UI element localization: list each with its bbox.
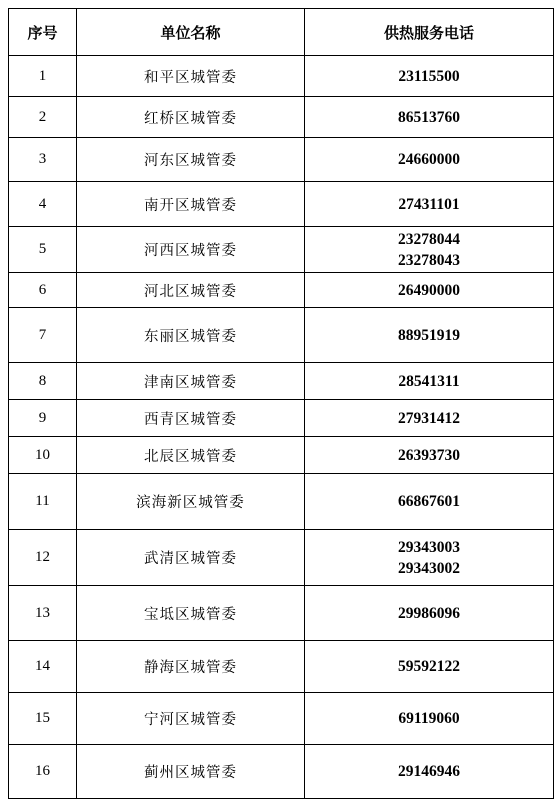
row-index: 7 (9, 308, 77, 363)
row-index: 2 (9, 97, 77, 138)
table-row (9, 693, 554, 745)
table-row (9, 308, 554, 363)
header-row (9, 9, 554, 56)
row-index: 11 (9, 474, 77, 530)
phone-number: 26490000 (398, 281, 460, 299)
table-row (9, 182, 554, 227)
table-row (9, 437, 554, 474)
phone-number: 86513760 (398, 108, 460, 126)
row-phone-cell (305, 308, 554, 363)
row-phone-cell (305, 227, 554, 273)
row-unit-name: 静海区城管委 (77, 641, 305, 693)
phone-number: 28541311 (398, 372, 460, 390)
table-row (9, 586, 554, 641)
row-phone-cell (305, 182, 554, 227)
row-phone-cell (305, 745, 554, 799)
row-unit-name: 津南区城管委 (77, 363, 305, 400)
row-index: 10 (9, 437, 77, 474)
row-unit-name: 河东区城管委 (77, 138, 305, 182)
table-row (9, 400, 554, 437)
row-phone-cell (305, 400, 554, 437)
row-unit-name: 西青区城管委 (77, 400, 305, 437)
table-row (9, 138, 554, 182)
row-index: 4 (9, 182, 77, 227)
row-unit-name: 和平区城管委 (77, 56, 305, 97)
row-phone-cell (305, 273, 554, 308)
table-row (9, 745, 554, 799)
row-index: 6 (9, 273, 77, 308)
phone-number: 29146946 (398, 763, 460, 780)
row-index: 14 (9, 641, 77, 693)
row-index: 3 (9, 138, 77, 182)
row-unit-name: 宝坻区城管委 (77, 586, 305, 641)
row-phone-cell (305, 138, 554, 182)
phone-number: 27431101 (398, 195, 460, 213)
row-index: 8 (9, 363, 77, 400)
phone-number: 24660000 (398, 151, 460, 168)
table-row (9, 56, 554, 97)
header-heating-phone: 供热服务电话 (305, 9, 554, 56)
table-row (9, 227, 554, 273)
row-index: 13 (9, 586, 77, 641)
row-phone-cell (305, 97, 554, 138)
table-row (9, 474, 554, 530)
row-unit-name: 河西区城管委 (77, 227, 305, 273)
row-unit-name: 红桥区城管委 (77, 97, 305, 138)
row-unit-name: 宁河区城管委 (77, 693, 305, 745)
phone-number: 29986096 (398, 604, 460, 622)
phone-number: 26393730 (398, 446, 460, 464)
row-unit-name: 东丽区城管委 (77, 308, 305, 363)
row-phone-cell (305, 641, 554, 693)
row-phone-cell (305, 363, 554, 400)
row-index: 9 (9, 400, 77, 437)
phone-number: 66867601 (398, 493, 460, 510)
row-phone-cell (305, 437, 554, 474)
row-unit-name: 滨海新区城管委 (77, 474, 305, 530)
row-index: 1 (9, 56, 77, 97)
phone-number: 23278043 (398, 251, 460, 269)
row-unit-name: 武清区城管委 (77, 530, 305, 586)
phone-number: 27931412 (398, 409, 460, 427)
phone-number: 88951919 (398, 326, 460, 344)
phone-number: 23278044 (398, 230, 460, 248)
row-unit-name: 北辰区城管委 (77, 437, 305, 474)
table-row (9, 363, 554, 400)
row-unit-name: 河北区城管委 (77, 273, 305, 308)
heating-service-phone-table (8, 8, 554, 799)
phone-number: 59592122 (398, 658, 460, 675)
table-row (9, 273, 554, 308)
phone-number: 29343002 (398, 559, 460, 577)
table-row (9, 97, 554, 138)
header-unit-name: 单位名称 (77, 9, 305, 56)
phone-number: 29343003 (398, 538, 460, 556)
row-index: 15 (9, 693, 77, 745)
row-phone-cell (305, 56, 554, 97)
row-phone-cell (305, 474, 554, 530)
header-index: 序号 (9, 9, 77, 56)
row-index: 5 (9, 227, 77, 273)
table-row (9, 530, 554, 586)
table-body (9, 56, 554, 799)
row-unit-name: 蓟州区城管委 (77, 745, 305, 799)
row-unit-name: 南开区城管委 (77, 182, 305, 227)
table-header (9, 9, 554, 56)
row-phone-cell (305, 693, 554, 745)
row-index: 16 (9, 745, 77, 799)
phone-number: 23115500 (398, 67, 460, 85)
row-index: 12 (9, 530, 77, 586)
row-phone-cell (305, 530, 554, 586)
table-row (9, 641, 554, 693)
phone-number: 69119060 (398, 710, 460, 727)
row-phone-cell (305, 586, 554, 641)
